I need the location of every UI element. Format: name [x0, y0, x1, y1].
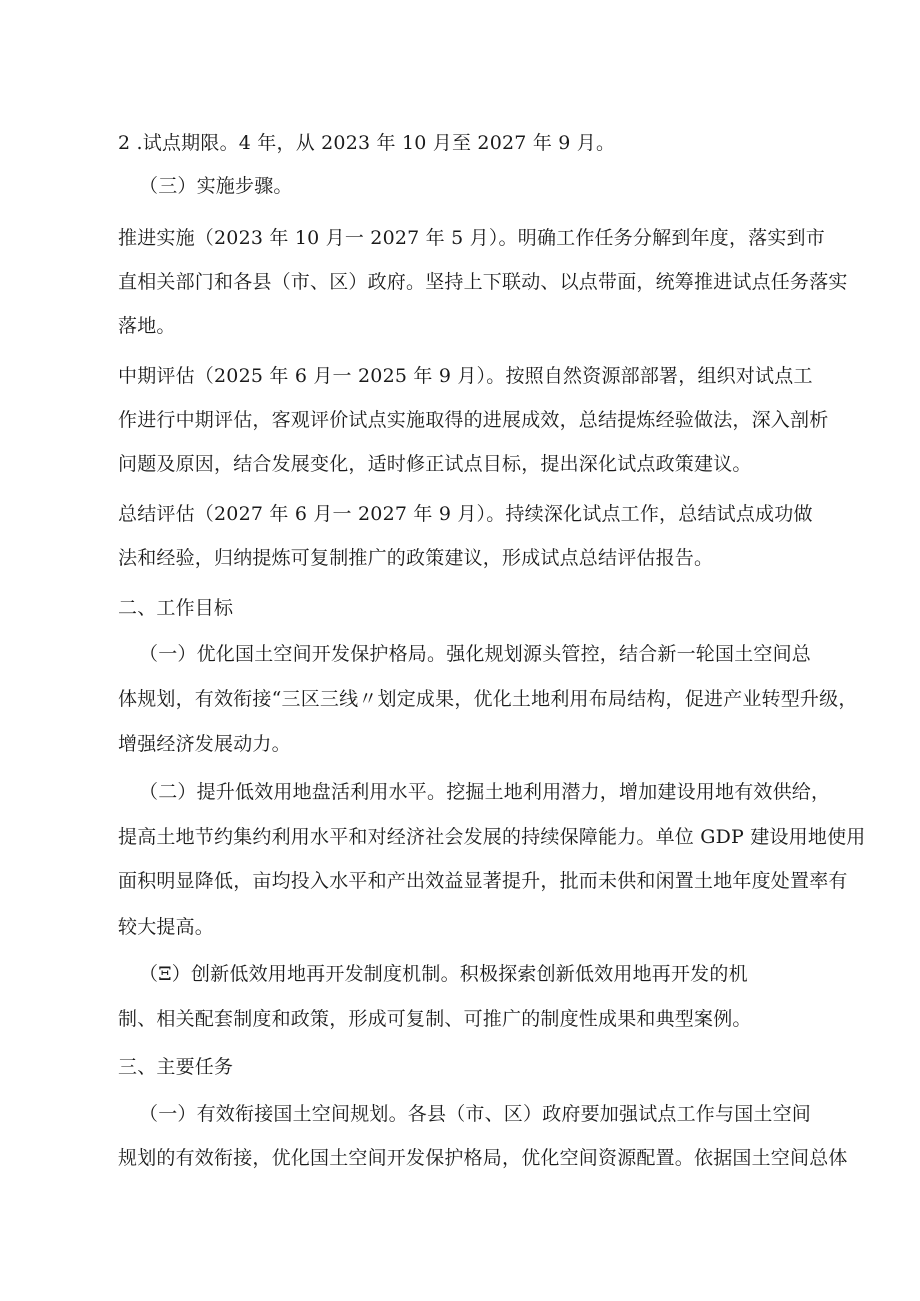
- goal-two-line-1: （二）提升低效用地盘活利用水平。挖掘土地利用潜力，增加建设用地有效供给，: [139, 781, 831, 803]
- promotion-phase-line-3: 落地。: [118, 315, 176, 337]
- goal-two-line-3: 面积明显降低，亩均投入水平和产出效益显著提升，批而未供和闲置土地年度处置率有: [118, 870, 848, 892]
- work-goals-heading: 二、工作目标: [118, 597, 234, 619]
- midterm-evaluation-line-2: 作进行中期评估，客观评价试点实施取得的进展成效，总结提炼经验做法，深入剖析: [118, 409, 829, 431]
- final-evaluation-line-2: 法和经验，归纳提炼可复制推广的政策建议，形成试点总结评估报告。: [118, 547, 714, 569]
- goal-one-line-3: 增强经济发展动力。: [118, 733, 291, 755]
- goal-two-line-2: 提高土地节约集约利用水平和对经济社会发展的持续保障能力。单位 GDP 建设用地使用: [118, 826, 866, 848]
- pilot-period-line: 2 .试点期限。4 年，从 2023 年 10 月至 2027 年 9 月。: [118, 132, 616, 154]
- midterm-evaluation-line-1: 中期评估（2025 年 6 月一 2025 年 9 月）。按照自然资源部部署，组织对试点工: [118, 365, 813, 387]
- final-evaluation-line-1: 总结评估（2027 年 6 月一 2027 年 9 月）。持续深化试点工作，总结试点成功做: [118, 503, 813, 525]
- midterm-evaluation-line-3: 问题及原因，结合发展变化，适时修正试点目标，提出深化试点政策建议。: [118, 453, 752, 475]
- goal-one-line-2: 体规划，有效衔接“三区三线〃划定成果，优化土地利用布局结构，促进产业转型升级，: [118, 688, 858, 710]
- task-one-line-2: 规划的有效衔接，优化国土空间开发保护格局，优化空间资源配置。依据国土空间总体: [118, 1147, 848, 1169]
- task-one-line-1: （一）有效衔接国土空间规划。各县（市、区）政府要加强试点工作与国土空间: [139, 1103, 812, 1125]
- goal-three-line-1: （Ξ）创新低效用地再开发制度机制。积极探索创新低效用地再开发的机: [139, 963, 748, 985]
- goal-two-line-4: 较大提高。: [118, 916, 215, 938]
- main-tasks-heading: 三、主要任务: [118, 1056, 234, 1078]
- promotion-phase-line-1: 推进实施（2023 年 10 月一 2027 年 5 月）。明确工作任务分解到年度，落实到市: [118, 227, 825, 249]
- implementation-steps-heading: （三）实施步骤。: [139, 175, 293, 197]
- goal-three-line-2: 制、相关配套制度和政策，形成可复制、可推广的制度性成果和典型案例。: [118, 1008, 752, 1030]
- promotion-phase-line-2: 直相关部门和各县（市、区）政府。坚持上下联动、以点带面，统筹推进试点任务落实: [118, 271, 848, 293]
- goal-one-line-1: （一）优化国土空间开发保护格局。强化规划源头管控，结合新一轮国土空间总: [139, 643, 812, 665]
